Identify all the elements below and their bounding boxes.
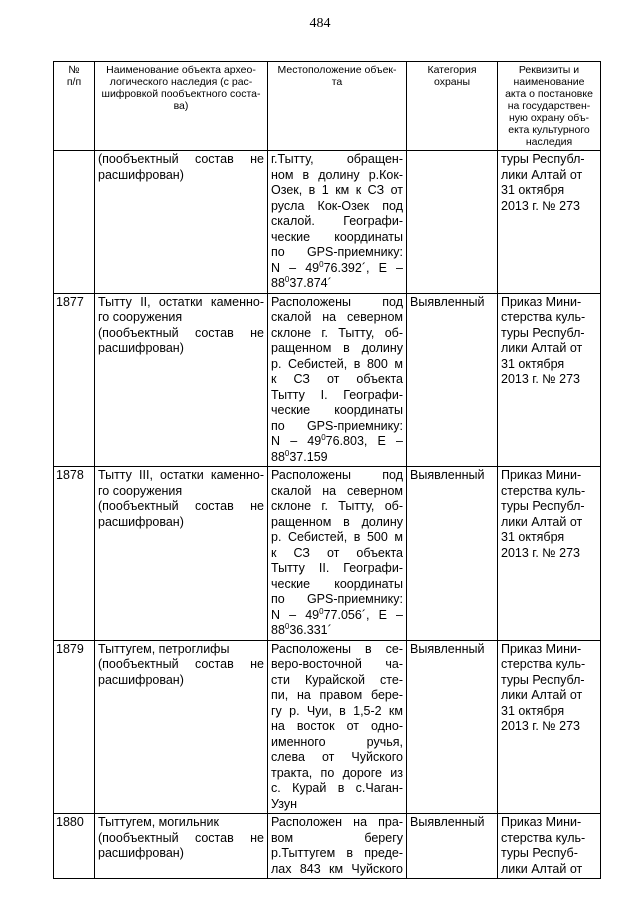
act-line: Приказ Мини- xyxy=(501,294,582,309)
row-name xyxy=(95,293,268,467)
header-category-line: охраны xyxy=(434,76,470,88)
row-name xyxy=(95,640,268,814)
act-line: Приказ Мини- xyxy=(501,815,582,829)
location-line: на восток от одно- xyxy=(271,719,403,733)
location-line: скалой на северном xyxy=(271,483,403,498)
row-act xyxy=(498,467,601,641)
location-line: Расположены под xyxy=(271,468,403,482)
row-category: Выявленный xyxy=(407,467,498,641)
row-name xyxy=(95,814,268,879)
name-line: (пообъектный состав не xyxy=(98,499,264,513)
degree-mark: 0 xyxy=(284,448,290,458)
coordinates-line xyxy=(271,261,403,277)
row-location xyxy=(268,151,407,294)
name-line: (пообъектный состав не xyxy=(98,830,264,845)
act-line: стерства куль- xyxy=(501,483,586,498)
degree-mark: 0 xyxy=(321,432,326,442)
row-category: Выявленный xyxy=(407,293,498,467)
name-line: (пообъектный состав не xyxy=(98,152,264,166)
row-number xyxy=(54,151,95,294)
header-name-line: логического наследия (с рас- xyxy=(109,76,253,88)
page-number: 484 xyxy=(309,16,331,31)
location-line: Узун xyxy=(271,796,297,811)
act-line: туры Республ- xyxy=(501,499,585,513)
coord-text: N – 49 xyxy=(271,260,320,275)
row-number: 1880 xyxy=(54,814,95,879)
act-line: лики Алтай от xyxy=(501,514,583,529)
header-act-line: на государствен- xyxy=(507,100,591,112)
row-category xyxy=(407,151,498,294)
location-line: ращенном в долину xyxy=(271,341,403,355)
coord-text: 88 xyxy=(271,276,285,290)
location-line: склоне г. Тытту, об- xyxy=(271,499,403,513)
location-line: Расположен на пра- xyxy=(271,815,403,829)
degree-mark: 0 xyxy=(284,274,290,284)
coord-text: 77.056´, E – xyxy=(323,607,403,622)
location-line: ращенном в долину xyxy=(271,514,403,529)
header-act-line: ную охрану объ- xyxy=(508,112,590,124)
table-row xyxy=(54,151,601,294)
coordinates-line xyxy=(271,434,403,450)
location-line: Тытту I. Географи- xyxy=(271,387,403,402)
name-line: расшифрован) xyxy=(98,672,184,687)
location-line: к СЗ от объекта xyxy=(271,372,403,386)
act-line: лики Алтай от xyxy=(501,341,583,355)
name-line: расшифрован) xyxy=(98,341,184,355)
act-line: 2013 г. № 273 xyxy=(501,198,580,213)
location-line: пи, на правом бере- xyxy=(271,688,403,702)
act-line: стерства куль- xyxy=(501,310,586,324)
degree-mark: 0 xyxy=(284,621,290,631)
row-act xyxy=(498,814,601,879)
name-line: го сооружения xyxy=(98,310,183,324)
coordinates-line xyxy=(271,623,403,639)
location-line: по GPS-приемнику: xyxy=(271,245,403,259)
location-line: ном в долину р.Кок- xyxy=(271,167,403,182)
header-act-line: наименование xyxy=(513,76,585,88)
act-line: 31 октября xyxy=(501,703,565,718)
header-name-line: Наименование объекта архео- xyxy=(106,64,256,76)
act-line: туры Республ- xyxy=(501,672,585,687)
heritage-table xyxy=(53,61,601,879)
header-number-line: п/п xyxy=(66,76,82,88)
row-number: 1879 xyxy=(54,640,95,814)
row-number: 1877 xyxy=(54,293,95,467)
table-row xyxy=(54,293,601,467)
location-line: р. Себистей, в 800 м xyxy=(271,356,403,371)
act-line: туры Респуб- xyxy=(501,846,578,860)
act-line: 31 октября xyxy=(501,183,565,197)
header-number xyxy=(54,62,95,151)
location-line: именного ручья, xyxy=(271,734,403,749)
act-line: лики Алтай от xyxy=(501,861,583,876)
row-category: Выявленный xyxy=(407,814,498,879)
header-act-line: наследия xyxy=(525,136,573,148)
location-line: ческие координаты xyxy=(271,403,403,417)
row-number: 1878 xyxy=(54,467,95,641)
coord-text: 88 xyxy=(271,623,285,637)
act-line: 2013 г. № 273 xyxy=(501,719,580,733)
location-line: сти Курайской сте- xyxy=(271,672,403,687)
location-line: Озек, в 1 км к СЗ от xyxy=(271,183,403,197)
location-line: к СЗ от объекта xyxy=(271,545,403,560)
name-line: Тыттугем, петроглифы xyxy=(98,641,230,656)
row-location xyxy=(268,814,407,879)
coord-text: N – 49 xyxy=(271,607,320,622)
location-line: веро-восточной ча- xyxy=(271,657,403,671)
header-number-line: № xyxy=(68,64,80,76)
coord-text: 76.803, E – xyxy=(325,434,403,448)
location-line: тракта, по дороге из xyxy=(271,765,403,780)
row-act xyxy=(498,293,601,467)
act-line: лики Алтай от xyxy=(501,688,583,702)
coordinates-line xyxy=(271,276,403,292)
name-line: расшифрован) xyxy=(98,846,184,860)
name-line: (пообъектный состав не xyxy=(98,657,264,671)
header-location-line: та xyxy=(331,76,343,88)
row-location xyxy=(268,640,407,814)
location-line: скалой на северном xyxy=(271,310,403,324)
row-act xyxy=(498,151,601,294)
location-line: склоне г. Тытту, об- xyxy=(271,325,403,340)
location-line: г.Тытту, обращен- xyxy=(271,152,403,166)
coord-text: 36.331´ xyxy=(289,623,332,637)
act-line: туры Республ- xyxy=(501,152,585,166)
location-line: по GPS-приемнику: xyxy=(271,418,403,433)
act-line: 2013 г. № 273 xyxy=(501,372,580,386)
coordinates-line xyxy=(271,450,403,466)
coord-text: 76.392´, E – xyxy=(323,260,403,275)
header-act-line: Реквизиты и xyxy=(518,64,580,76)
header-location-line: Местоположение объек- xyxy=(277,64,397,76)
header-category-line: Категория xyxy=(427,64,477,76)
header-category xyxy=(407,62,498,151)
location-line: Расположены в се- xyxy=(271,641,403,656)
header-act-line: акта о постановке xyxy=(505,88,593,100)
header-location xyxy=(268,62,407,151)
coord-text: 88 xyxy=(271,449,285,464)
header-name xyxy=(95,62,268,151)
table-row xyxy=(54,814,601,879)
name-line: расшифрован) xyxy=(98,514,184,529)
row-location xyxy=(268,293,407,467)
act-line: 31 октября xyxy=(501,356,565,371)
location-line: с. Курай в с.Чаган- xyxy=(271,781,403,795)
header-act-line: екта культурного xyxy=(508,124,590,136)
degree-mark: 0 xyxy=(319,259,324,269)
name-line: расшифрован) xyxy=(98,167,184,182)
location-line: гу р. Чуи, в 1,5-2 км xyxy=(271,703,403,718)
location-line: Расположены под xyxy=(271,294,403,309)
act-line: стерства куль- xyxy=(501,830,586,845)
location-line: р. Себистей, в 500 м xyxy=(271,530,403,544)
table-row xyxy=(54,640,601,814)
act-line: Приказ Мини- xyxy=(501,641,582,656)
row-name xyxy=(95,467,268,641)
row-name xyxy=(95,151,268,294)
name-line: Тытту II, остатки каменно- xyxy=(98,294,264,309)
table-row xyxy=(54,467,601,641)
header-name-line: ва) xyxy=(173,100,189,112)
location-line: слева от Чуйского xyxy=(271,750,403,764)
location-line: ческие координаты xyxy=(271,576,403,591)
coord-text: 37.159 xyxy=(289,449,328,464)
table-header-row xyxy=(54,62,601,151)
location-line: ческие координаты xyxy=(271,229,403,244)
header-name-line: шифровкой пообъектного соста- xyxy=(101,88,261,100)
name-line: го сооружения xyxy=(98,483,183,498)
row-location xyxy=(268,467,407,641)
coord-text: 37.874´ xyxy=(289,276,332,290)
location-line: вом берегу xyxy=(271,830,403,845)
act-line: Приказ Мини- xyxy=(501,468,582,482)
location-line: по GPS-приемнику: xyxy=(271,592,403,606)
location-line: Тытту II. Географи- xyxy=(271,561,403,575)
row-category: Выявленный xyxy=(407,640,498,814)
act-line: туры Республ- xyxy=(501,325,585,340)
location-line: р.Тыттугем в преде- xyxy=(271,846,403,860)
act-line: лики Алтай от xyxy=(501,167,583,182)
coordinates-line xyxy=(271,608,403,624)
name-line: Тытту III, остатки каменно- xyxy=(98,468,264,482)
act-line: 31 октября xyxy=(501,530,565,544)
row-act xyxy=(498,640,601,814)
coord-text: N – 49 xyxy=(271,434,322,448)
degree-mark: 0 xyxy=(319,606,324,616)
act-line: 2013 г. № 273 xyxy=(501,545,580,560)
location-line: лах 843 км Чуйского xyxy=(271,861,403,876)
location-line: русла Кок-Озек под xyxy=(271,198,403,213)
name-line: (пообъектный состав не xyxy=(98,325,264,340)
name-line: Тыттугем, могильник xyxy=(98,815,219,829)
location-line: скалой. Географи- xyxy=(271,214,403,228)
act-line: стерства куль- xyxy=(501,657,586,671)
header-act xyxy=(498,62,601,151)
